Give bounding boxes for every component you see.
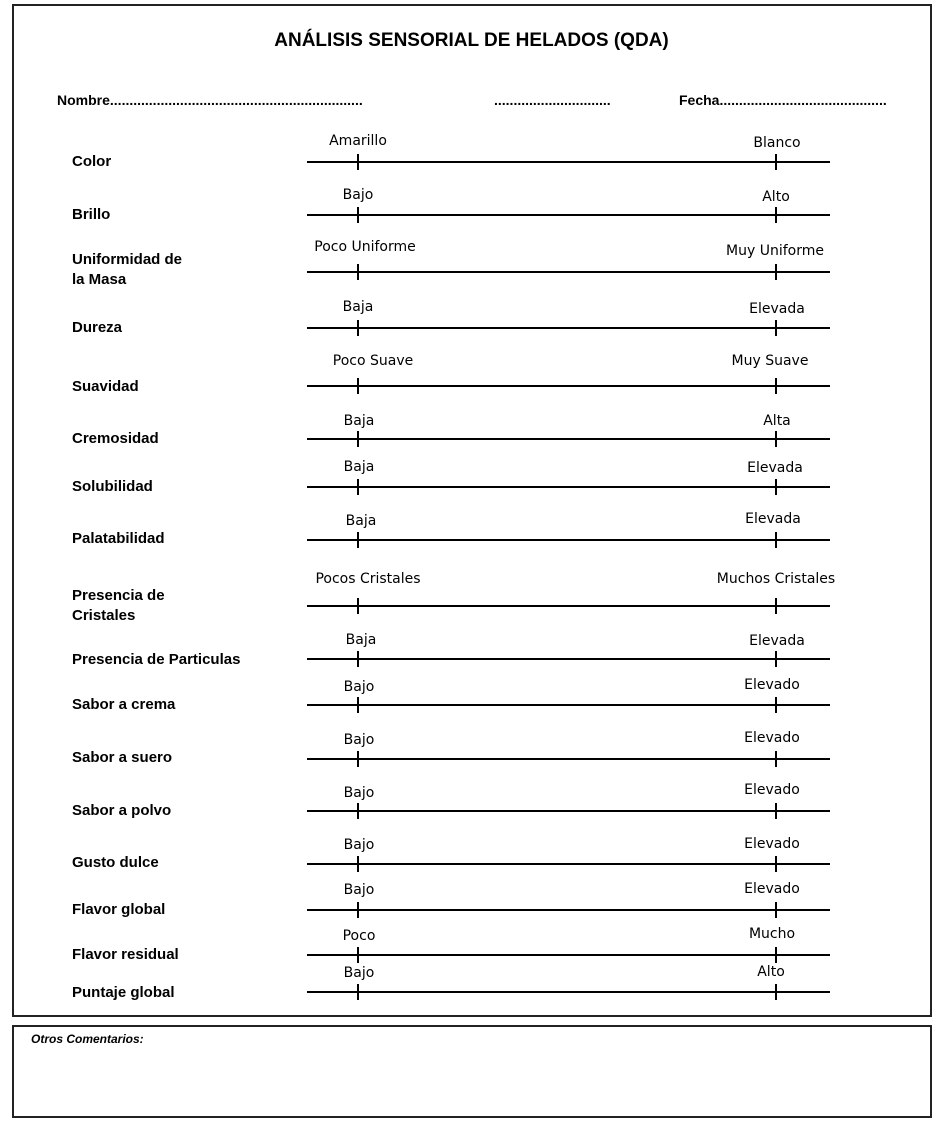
scale-high-tick (775, 378, 777, 394)
scale-line[interactable] (307, 271, 830, 273)
scale-high-tick (775, 984, 777, 1000)
scale-low-tick (357, 154, 359, 170)
attribute-label: Presencia de Particulas (72, 651, 241, 668)
scale-line[interactable] (307, 954, 830, 956)
scale-low-tick (357, 947, 359, 963)
scale-low-tick (357, 984, 359, 1000)
scale-low-tick (357, 856, 359, 872)
scale-line[interactable] (307, 909, 830, 911)
scale-high-tick (775, 751, 777, 767)
scale-line[interactable] (307, 438, 830, 440)
attribute-label: Flavor residual (72, 946, 179, 963)
scale-high-anchor: Elevada (747, 460, 803, 476)
scale-low-anchor: Poco (342, 928, 376, 944)
comments-box[interactable] (12, 1025, 932, 1118)
attribute-label: Gusto dulce (72, 854, 159, 871)
scale-high-anchor: Muy Suave (731, 353, 809, 369)
scale-high-anchor: Muchos Cristales (716, 571, 836, 587)
scale-low-anchor: Baja (345, 632, 377, 648)
scale-high-tick (775, 697, 777, 713)
scale-line[interactable] (307, 863, 830, 865)
scale-low-anchor: Bajo (343, 965, 375, 981)
scale-line[interactable] (307, 810, 830, 812)
scale-high-tick (775, 651, 777, 667)
scale-high-tick (775, 803, 777, 819)
attribute-label: Cremosidad (72, 430, 159, 447)
scale-low-tick (357, 264, 359, 280)
scale-low-tick (357, 598, 359, 614)
scale-line[interactable] (307, 327, 830, 329)
attribute-label: Puntaje global (72, 984, 175, 1001)
scale-low-anchor: Amarillo (329, 133, 387, 149)
scale-high-anchor: Alta (763, 413, 791, 429)
scale-low-anchor: Baja (343, 459, 375, 475)
middle-dotted-field[interactable]: .............................. (494, 92, 611, 108)
scale-high-anchor: Elevada (749, 633, 805, 649)
scale-low-tick (357, 532, 359, 548)
scale-low-anchor: Bajo (343, 837, 375, 853)
attribute-label: Sabor a polvo (72, 802, 172, 819)
scale-low-tick (357, 751, 359, 767)
scale-high-tick (775, 320, 777, 336)
scale-high-anchor: Blanco (753, 135, 801, 151)
scale-high-anchor: Elevado (744, 677, 800, 693)
scale-high-anchor: Elevada (749, 301, 805, 317)
scale-line[interactable] (307, 486, 830, 488)
comments-label: Otros Comentarios: (31, 1032, 144, 1046)
scale-low-anchor: Bajo (343, 882, 375, 898)
scale-high-tick (775, 947, 777, 963)
attribute-label: Sabor a crema (72, 696, 176, 713)
scale-low-tick (357, 697, 359, 713)
scale-low-tick (357, 431, 359, 447)
scale-low-anchor: Baja (345, 513, 377, 529)
attribute-label: Palatabilidad (72, 530, 165, 547)
scale-line[interactable] (307, 539, 830, 541)
form-title: ANÁLISIS SENSORIAL DE HELADOS (QDA) (274, 30, 669, 51)
scale-low-tick (357, 803, 359, 819)
scale-high-anchor: Elevado (744, 836, 800, 852)
attribute-label: Presencia de Cristales (72, 587, 165, 624)
scale-low-anchor: Poco Uniforme (314, 239, 416, 255)
scale-high-tick (775, 902, 777, 918)
scale-low-anchor: Bajo (343, 679, 375, 695)
fecha-field[interactable]: Fecha........................................... (679, 92, 887, 108)
scale-line[interactable] (307, 161, 830, 163)
scale-line[interactable] (307, 605, 830, 607)
scale-low-anchor: Baja (343, 413, 375, 429)
scale-low-tick (357, 320, 359, 336)
scale-high-anchor: Mucho (748, 926, 796, 942)
scale-high-anchor: Elevado (744, 782, 800, 798)
attribute-label: Suavidad (72, 378, 139, 395)
nombre-field[interactable]: Nombre................................................................. (57, 92, 363, 108)
scale-low-tick (357, 902, 359, 918)
scale-low-anchor: Bajo (343, 785, 375, 801)
attribute-label: Brillo (72, 206, 111, 223)
scale-line[interactable] (307, 758, 830, 760)
scale-high-tick (775, 856, 777, 872)
scale-high-tick (775, 154, 777, 170)
scale-low-tick (357, 479, 359, 495)
scale-line[interactable] (307, 704, 830, 706)
scale-high-tick (775, 431, 777, 447)
scale-line[interactable] (307, 385, 830, 387)
attribute-label: Flavor global (72, 901, 166, 918)
scale-low-anchor: Poco Suave (332, 353, 414, 369)
scale-low-anchor: Baja (342, 299, 374, 315)
scale-low-tick (357, 651, 359, 667)
scale-low-tick (357, 378, 359, 394)
scale-low-anchor: Bajo (343, 732, 375, 748)
attribute-label: Uniformidad de la Masa (72, 251, 183, 288)
scale-line[interactable] (307, 214, 830, 216)
attribute-label: Dureza (72, 319, 123, 336)
scale-high-anchor: Muy Uniforme (726, 243, 824, 259)
scale-high-tick (775, 264, 777, 280)
scale-high-tick (775, 532, 777, 548)
scale-line[interactable] (307, 658, 830, 660)
scale-high-tick (775, 207, 777, 223)
scale-high-anchor: Alto (757, 964, 785, 980)
scale-high-tick (775, 479, 777, 495)
scale-low-anchor: Bajo (342, 187, 374, 203)
scale-high-tick (775, 598, 777, 614)
attribute-label: Solubilidad (72, 478, 153, 495)
scale-line[interactable] (307, 991, 830, 993)
attribute-label: Sabor a suero (72, 749, 173, 766)
attribute-label: Color (72, 153, 112, 170)
scale-high-anchor: Alto (762, 189, 790, 205)
scale-high-anchor: Elevada (745, 511, 801, 527)
scale-low-tick (357, 207, 359, 223)
scale-high-anchor: Elevado (744, 730, 800, 746)
scale-low-anchor: Pocos Cristales (315, 571, 421, 587)
scale-high-anchor: Elevado (744, 881, 800, 897)
